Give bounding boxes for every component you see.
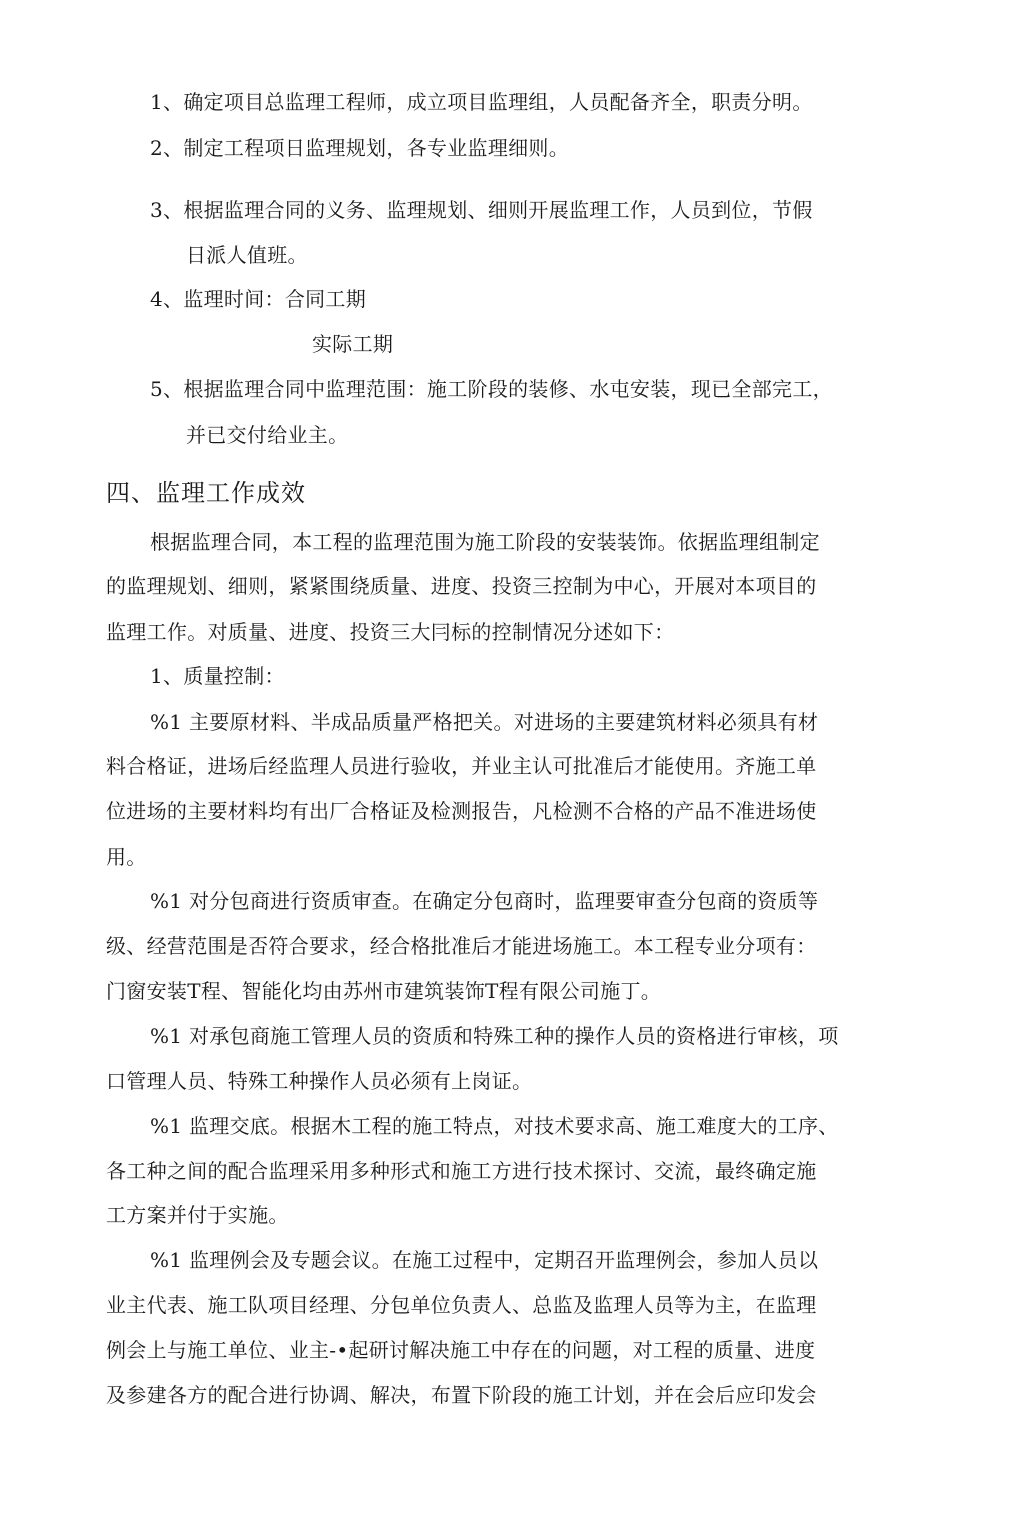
intro-paragraph-line: 根据监理合同，本工程的监理范围为施工阶段的安装装饰。依据监理组制定 [150, 530, 820, 554]
list-item-3-continuation: 日派人值班。 [186, 243, 308, 267]
quality-paragraph-3-line: %1 对承包商施工管理人员的资质和特殊工种的操作人员的资格进行审核，项 [150, 1024, 839, 1048]
quality-paragraph-4-line: 工方案并付于实施。 [106, 1203, 289, 1227]
quality-paragraph-1-line: %1 主要原材料、半成品质量严格把关。对进场的主要建筑材料必须具有材 [150, 710, 819, 734]
quality-paragraph-1-line: 料合格证，进场后经监理人员进行验收，并业主认可批准后才能使用。齐施工单 [106, 754, 817, 778]
quality-paragraph-3-line: 口管理人员、特殊工种操作人员必须有上岗证。 [106, 1069, 533, 1093]
quality-control-subheading: 1、质量控制： [150, 664, 285, 688]
intro-paragraph-line: 的监理规划、细则，紧紧围绕质量、进度、投资三控制为中心，开展对本项目的 [106, 574, 817, 598]
quality-paragraph-1-line: 位进场的主要材料均有出厂合格证及检测报告，凡检测不合格的产品不准进场使 [106, 799, 817, 823]
quality-paragraph-2-line: 级、经营范围是否符合要求，经合格批准后才能进场施工。本工程专业分项有： [106, 934, 817, 958]
list-item-2: 2、制定工程项日监理规划，各专业监理细则。 [150, 136, 570, 160]
quality-paragraph-2-line: %1 对分包商进行资质审查。在确定分包商时，监理要审查分包商的资质等 [150, 889, 819, 913]
quality-paragraph-5-line: %1 监理例会及专题会议。在施工过程中，定期召开监理例会，参加人员以 [150, 1248, 819, 1272]
list-item-4: 4、监理时间：合同工期 [150, 287, 367, 311]
quality-paragraph-5-line: 例会上与施工单位、业主-•起研讨解决施工中存在的问题，对工程的质量、进度 [106, 1338, 816, 1362]
list-item-5: 5、根据监理合同中监理范围：施工阶段的装修、水屯安装，现已全部完工， [150, 377, 833, 401]
quality-paragraph-5-line: 业主代表、施工队项目经理、分包单位负责人、总监及监理人员等为主，在监理 [106, 1293, 817, 1317]
quality-paragraph-5-line: 及参建各方的配合进行协调、解决，布置下阶段的施工计划，并在会后应印发会 [106, 1383, 817, 1407]
list-item-3: 3、根据监理合同的义务、监理规划、细则开展监理工作，人员到位，节假 [150, 198, 813, 222]
list-item-1: 1、确定项目总监理工程师，成立项目监理组，人员配备齐全，职责分明。 [150, 90, 813, 114]
intro-paragraph-line: 监理工作。对质量、进度、投资三大冃标的控制情况分述如下： [106, 620, 675, 644]
quality-paragraph-4-line: 各工种之间的配合监理采用多种形式和施工方进行技术探讨、交流，最终确定施 [106, 1159, 817, 1183]
list-item-4-continuation: 实际工期 [312, 332, 394, 356]
section-heading: 四、监理工作成效 [106, 479, 306, 507]
quality-paragraph-4-line: %1 监理交底。根据木工程的施工特点，对技术要求高、施工难度大的工序、 [150, 1114, 839, 1138]
list-item-5-continuation: 并已交付给业主。 [186, 423, 349, 447]
quality-paragraph-1-line: 用。 [106, 845, 147, 869]
quality-paragraph-2-line: 门窗安装T程、智能化均由苏州市建筑装饰T程有限公司施丁。 [106, 979, 662, 1003]
